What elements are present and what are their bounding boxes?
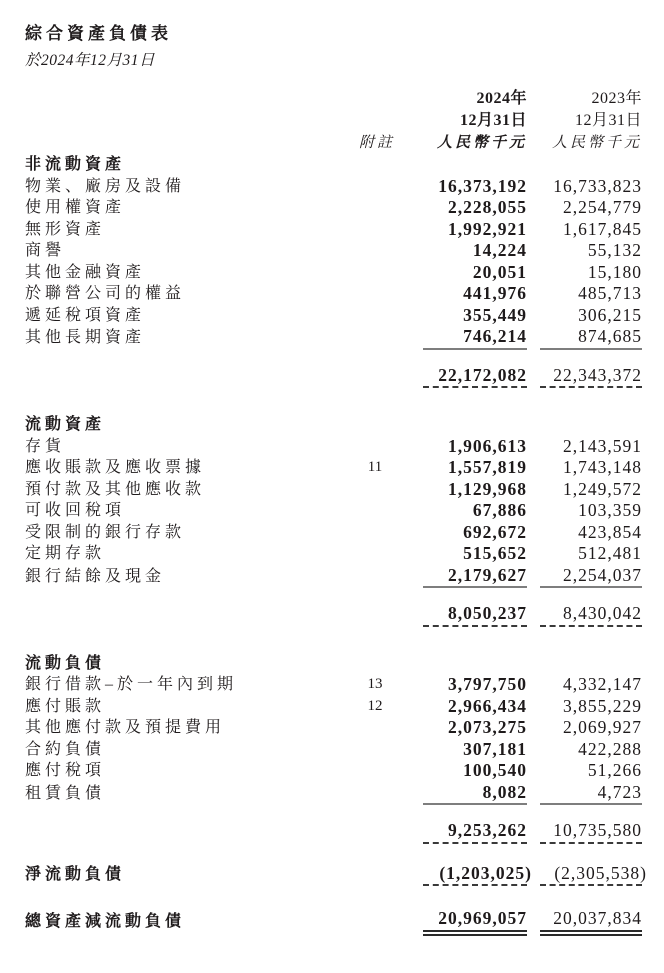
value-2023 — [540, 782, 642, 805]
value-text: 20,037,834 — [553, 908, 642, 928]
value-2024 — [423, 543, 527, 565]
value-text: 2,254,037 — [563, 564, 642, 585]
table-row — [25, 457, 642, 479]
value-2023 — [540, 820, 642, 843]
note-ref — [355, 522, 395, 544]
value-2024 — [423, 500, 527, 522]
value-text: 4,332,147 — [563, 674, 642, 694]
col-gap — [527, 110, 540, 132]
value-2023 — [540, 717, 642, 739]
col-gap — [527, 717, 540, 739]
value-2023 — [540, 436, 642, 458]
value-2024 — [423, 479, 527, 501]
value-2024 — [423, 240, 527, 262]
table-row — [25, 240, 642, 262]
col-gap — [395, 154, 423, 176]
value-text: 15,180 — [587, 261, 642, 282]
spacer-row — [25, 626, 642, 653]
col-gap — [395, 197, 423, 219]
col-gap — [395, 674, 423, 696]
col-gap — [395, 653, 423, 675]
col-gap — [527, 565, 540, 588]
note-ref — [355, 653, 395, 675]
value-2023 — [540, 240, 642, 262]
value-text: 2,228,055 — [448, 197, 527, 217]
col-gap — [395, 522, 423, 544]
col-gap — [395, 110, 423, 132]
value-text: 9,253,262 — [448, 820, 527, 840]
row-label: 存貨 — [25, 437, 66, 455]
col-gap — [527, 543, 540, 565]
col-gap — [527, 154, 540, 176]
table-row — [25, 782, 642, 805]
value-2024 — [423, 565, 527, 588]
note-ref — [355, 820, 395, 843]
value-2023 — [540, 862, 647, 886]
row-label: 銀行借款–於一年內到期 — [25, 676, 238, 693]
row-label: 可收回稅項 — [25, 502, 126, 519]
section-header-row — [25, 653, 642, 675]
table-row — [25, 674, 642, 696]
table-row — [25, 197, 642, 219]
table-row — [25, 479, 642, 501]
col-gap — [527, 262, 540, 284]
col-gap — [527, 500, 540, 522]
note-ref — [355, 543, 395, 565]
note-ref — [355, 603, 395, 626]
value-2023 — [540, 696, 642, 718]
table-row — [25, 760, 642, 782]
note-ref — [355, 500, 395, 522]
row-label: 受限制的銀行存款 — [25, 523, 186, 541]
value-text: 1,992,921 — [448, 218, 527, 239]
spacer-row — [25, 843, 642, 863]
col-gap — [395, 219, 423, 241]
value-text: 1,617,845 — [563, 218, 642, 239]
row-label: 其他金融資產 — [25, 263, 146, 281]
row-spacer — [25, 587, 642, 603]
value-2024 — [423, 696, 527, 718]
value-text: 14,224 — [472, 240, 527, 260]
row-label: 總資產減流動負債 — [25, 913, 186, 930]
value-text: 441,976 — [463, 283, 527, 303]
col-gap — [395, 88, 423, 110]
value-2024 — [423, 782, 527, 805]
value-2024 — [423, 674, 527, 696]
row-spacer — [25, 349, 642, 365]
col-gap — [527, 653, 540, 675]
header-unit-2023: 人民幣千元 — [551, 135, 642, 151]
col-gap — [527, 696, 540, 718]
note-ref — [355, 565, 395, 588]
col-gap — [527, 820, 540, 843]
header-date-2023: 12月31日 — [574, 112, 642, 129]
col-gap — [395, 820, 423, 843]
value-text: (1,203,025) — [439, 862, 532, 883]
value-text: 67,886 — [472, 500, 527, 520]
row-label: 定期存款 — [25, 545, 106, 562]
note-ref — [355, 479, 395, 501]
value-text: 1,129,968 — [448, 478, 527, 499]
value-text: 485,713 — [578, 283, 642, 303]
value-2023 — [540, 565, 642, 588]
statement-date: 於2024年12月31日 — [25, 52, 156, 69]
value-text: 16,733,823 — [553, 175, 642, 196]
value-2024 — [423, 283, 527, 305]
table-row — [25, 820, 642, 843]
value-text: 10,735,580 — [553, 820, 642, 840]
col-gap — [395, 365, 423, 388]
value-2024 — [423, 717, 527, 739]
row-label: 合約負債 — [25, 740, 106, 758]
value-2024 — [423, 436, 527, 458]
value-2024 — [423, 219, 527, 241]
value-text: 103,359 — [578, 500, 642, 520]
header-year-2023: 2023年 — [591, 90, 642, 107]
section-header-row — [25, 154, 642, 176]
value-text: 22,172,082 — [438, 364, 527, 385]
col-gap — [527, 176, 540, 198]
table-row — [25, 500, 642, 522]
col-gap — [527, 283, 540, 305]
value-text: 515,652 — [463, 543, 527, 563]
note-ref — [355, 739, 395, 761]
value-2023 — [540, 305, 642, 327]
value-2024 — [423, 862, 532, 886]
col-gap — [527, 365, 540, 388]
value-text: 3,797,750 — [448, 674, 527, 694]
col-gap — [395, 739, 423, 761]
col-gap — [395, 240, 423, 262]
value-text: 746,214 — [463, 326, 527, 346]
note-ref — [355, 262, 395, 284]
balance-sheet-body — [25, 154, 647, 933]
header-empty — [25, 132, 355, 154]
col-gap — [395, 500, 423, 522]
col-gap — [395, 132, 423, 154]
col-gap — [395, 782, 423, 805]
col-gap — [527, 88, 540, 110]
value-text: 306,215 — [578, 304, 642, 325]
note-ref — [355, 414, 395, 436]
row-spacer — [25, 626, 642, 653]
row-spacer — [25, 387, 642, 414]
value-2023 — [540, 197, 642, 219]
col-gap — [527, 739, 540, 761]
value-2024 — [423, 326, 527, 349]
value-text: 16,373,192 — [438, 175, 527, 196]
note-ref — [355, 365, 395, 388]
note-ref — [355, 283, 395, 305]
value-text: 20,969,057 — [438, 908, 527, 928]
value-text: 4,723 — [597, 781, 642, 802]
table-row — [25, 696, 642, 718]
note-ref — [355, 863, 395, 886]
value-2024 — [423, 820, 527, 843]
table-row — [25, 543, 642, 565]
row-label — [25, 365, 355, 388]
note-ref — [355, 782, 395, 805]
row-label: 淨流動負債 — [25, 865, 126, 883]
value-text: 1,557,819 — [448, 457, 527, 477]
table-row — [25, 365, 642, 388]
value-2024 — [423, 739, 527, 761]
table-row — [25, 603, 642, 626]
row-label: 預付款及其他應收款 — [25, 480, 206, 498]
row-spacer — [25, 804, 642, 820]
value-text: 874,685 — [578, 326, 642, 346]
col-gap — [395, 863, 423, 886]
value-2024 — [423, 154, 527, 176]
spacer-row — [25, 804, 642, 820]
row-label: 物業、廠房及設備 — [25, 177, 186, 195]
value-text: 2,073,275 — [448, 717, 527, 737]
table-row — [25, 522, 642, 544]
row-label: 無形資產 — [25, 220, 106, 238]
value-text: 2,966,434 — [448, 695, 527, 716]
row-label: 其他長期資產 — [25, 329, 146, 346]
col-gap — [527, 132, 540, 154]
spacer-row — [25, 349, 642, 365]
table-header — [25, 88, 642, 154]
header-empty — [355, 110, 395, 132]
note-ref: 12 — [367, 697, 383, 714]
value-2024 — [423, 457, 527, 479]
value-2024 — [423, 365, 527, 388]
header-year-2024: 2024年 — [476, 90, 527, 107]
value-2024 — [423, 653, 527, 675]
value-text: 55,132 — [587, 240, 642, 260]
note-ref — [355, 240, 395, 262]
col-gap — [395, 283, 423, 305]
value-text: 2,254,779 — [563, 197, 642, 217]
value-2023 — [540, 500, 642, 522]
col-gap — [395, 457, 423, 479]
table-row — [25, 326, 642, 349]
note-ref — [355, 436, 395, 458]
col-gap — [527, 197, 540, 219]
value-text: 692,672 — [463, 521, 527, 542]
value-2023 — [540, 326, 642, 349]
col-gap — [527, 908, 540, 933]
row-label: 其他應付款及預提費用 — [25, 719, 226, 736]
note-ref — [355, 326, 395, 349]
header-unit-2024: 人民幣千元 — [436, 135, 527, 151]
col-gap — [395, 543, 423, 565]
row-label: 銀行結餘及現金 — [25, 567, 166, 585]
note-ref — [355, 219, 395, 241]
value-2023 — [540, 908, 642, 933]
row-label — [25, 603, 355, 626]
row-label: 遞延稅項資產 — [25, 306, 146, 324]
value-2023 — [540, 674, 642, 696]
value-2023 — [540, 760, 642, 782]
value-2023 — [540, 365, 642, 388]
section-header-row — [25, 414, 642, 436]
header-empty — [355, 88, 395, 110]
col-gap — [527, 414, 540, 436]
value-text: 512,481 — [578, 543, 642, 563]
value-2023 — [540, 262, 642, 284]
spacer-row — [25, 885, 642, 908]
value-text: 2,069,927 — [563, 717, 642, 737]
value-2023 — [540, 653, 642, 675]
row-label: 於聯營公司的權益 — [25, 285, 186, 302]
value-2023 — [540, 479, 642, 501]
value-text: 3,855,229 — [563, 695, 642, 716]
row-label: 使用權資產 — [25, 199, 126, 216]
value-text: 8,050,237 — [448, 603, 527, 623]
header-row-unit — [25, 132, 642, 154]
table-row — [25, 863, 642, 886]
header-row-date — [25, 110, 642, 132]
row-label — [25, 820, 355, 843]
row-label: 應付稅項 — [25, 762, 106, 779]
note-ref: 11 — [367, 459, 383, 475]
row-label: 應付賬款 — [25, 697, 106, 715]
col-gap — [527, 674, 540, 696]
table-row — [25, 262, 642, 284]
table-row — [25, 305, 642, 327]
value-2023 — [540, 457, 642, 479]
col-gap — [395, 760, 423, 782]
value-2023 — [540, 176, 642, 198]
col-gap — [395, 176, 423, 198]
row-label: 非流動資產 — [25, 156, 126, 173]
col-gap — [395, 717, 423, 739]
header-empty — [25, 110, 355, 132]
value-2023 — [540, 283, 642, 305]
value-2024 — [423, 760, 527, 782]
col-gap — [527, 436, 540, 458]
value-2023 — [540, 543, 642, 565]
col-gap — [527, 522, 540, 544]
value-2024 — [423, 908, 527, 933]
balance-sheet-table — [25, 88, 647, 936]
value-text: 51,266 — [587, 760, 642, 780]
note-ref — [355, 717, 395, 739]
table-row — [25, 739, 642, 761]
note-ref — [355, 908, 395, 933]
header-row-year — [25, 88, 642, 110]
col-gap — [395, 305, 423, 327]
row-label: 流動資產 — [25, 416, 106, 433]
value-2023 — [540, 219, 642, 241]
col-gap — [395, 414, 423, 436]
value-2023 — [540, 154, 642, 176]
col-gap — [527, 603, 540, 626]
row-label: 租賃負債 — [25, 784, 106, 802]
row-spacer — [25, 843, 642, 863]
value-2024 — [423, 305, 527, 327]
row-label: 應收賬款及應收票據 — [25, 459, 206, 476]
value-text: 1,743,148 — [563, 457, 642, 477]
note-ref — [355, 305, 395, 327]
col-gap — [527, 326, 540, 349]
col-gap — [527, 760, 540, 782]
table-row — [25, 283, 642, 305]
page-title: 綜合資產負債表 — [25, 24, 172, 43]
value-text: 422,288 — [578, 738, 642, 759]
value-text: 20,051 — [472, 261, 527, 282]
header-note-label: 附註 — [358, 135, 395, 151]
col-gap — [395, 908, 423, 933]
col-gap — [527, 782, 540, 805]
value-text: 2,143,591 — [563, 435, 642, 456]
value-2023 — [540, 414, 642, 436]
col-gap — [395, 436, 423, 458]
header-empty — [25, 88, 355, 110]
table-row — [25, 908, 642, 933]
value-2024 — [423, 522, 527, 544]
table-row — [25, 219, 642, 241]
value-text: (2,305,538) — [554, 862, 647, 883]
table-row — [25, 565, 642, 588]
col-gap — [395, 262, 423, 284]
col-gap — [395, 479, 423, 501]
col-gap — [395, 326, 423, 349]
col-gap — [395, 603, 423, 626]
table-row — [25, 717, 642, 739]
col-gap — [395, 565, 423, 588]
col-gap — [527, 219, 540, 241]
col-gap — [527, 240, 540, 262]
spacer-row — [25, 587, 642, 603]
spacer-row — [25, 387, 642, 414]
value-2024 — [423, 603, 527, 626]
value-text: 8,082 — [482, 781, 527, 802]
value-2024 — [423, 414, 527, 436]
value-2023 — [540, 603, 642, 626]
note-ref — [355, 760, 395, 782]
note-ref: 13 — [367, 676, 383, 692]
table-row — [25, 176, 642, 198]
note-ref — [355, 197, 395, 219]
value-text: 100,540 — [463, 760, 527, 780]
value-text: 307,181 — [463, 738, 527, 759]
value-text: 1,249,572 — [563, 478, 642, 499]
value-text: 8,430,042 — [563, 603, 642, 623]
value-2024 — [423, 176, 527, 198]
value-2023 — [540, 522, 642, 544]
row-spacer — [25, 885, 642, 908]
value-text: 355,449 — [463, 304, 527, 325]
row-label: 商譽 — [25, 242, 66, 259]
col-gap — [395, 696, 423, 718]
row-label: 流動負債 — [25, 654, 106, 672]
value-text: 2,179,627 — [448, 564, 527, 585]
value-text: 22,343,372 — [553, 364, 642, 385]
col-gap — [527, 305, 540, 327]
value-text: 1,906,613 — [448, 435, 527, 456]
table-row — [25, 436, 642, 458]
value-text: 423,854 — [578, 521, 642, 542]
value-2024 — [423, 197, 527, 219]
col-gap — [527, 479, 540, 501]
col-gap — [527, 457, 540, 479]
header-date-2024: 12月31日 — [459, 112, 527, 129]
value-2023 — [540, 739, 642, 761]
note-ref — [355, 154, 395, 176]
note-ref — [355, 176, 395, 198]
value-2024 — [423, 262, 527, 284]
